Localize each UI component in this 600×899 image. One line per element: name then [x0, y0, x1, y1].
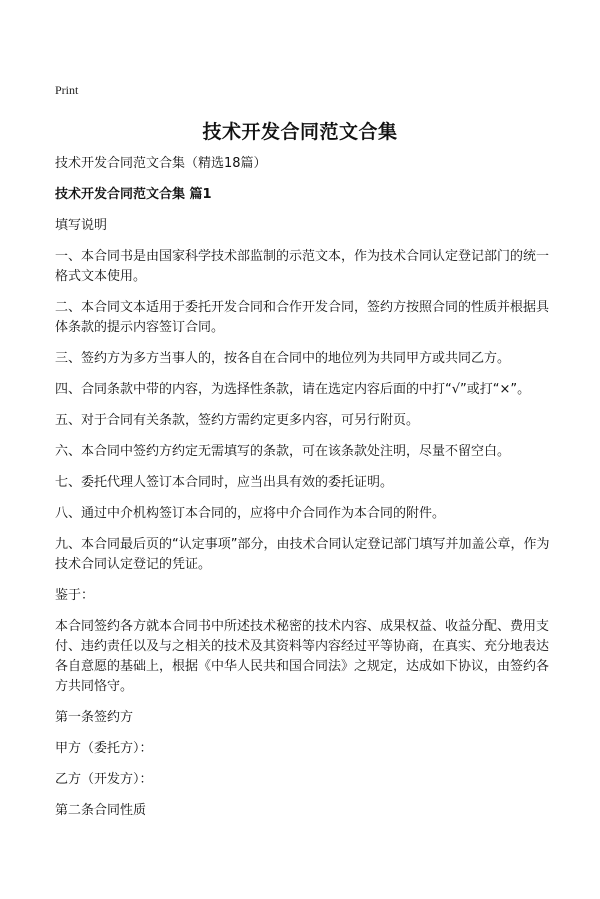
instruction-item-3: 三、签约方为多方当事人的，按各自在合同中的地位列为共同甲方或共同乙方。	[55, 351, 511, 366]
section-heading: 技术开发合同范文合集 篇1	[55, 187, 212, 202]
document-subtitle: 技术开发合同范文合集（精选18篇）	[55, 156, 267, 171]
party-b-line: 乙方（开发方）：	[55, 772, 153, 787]
whereas-paragraph: 本合同签约各方就本合同书中所述技术秘密的技术内容、成果权益、收益分配、费用支付、违约责任以及与之相关的技术及其资料等内容经过平等协商，在真实、充分地表达各自意愿的基础上，根据《中华人民共和国合同法》之规定，达成如下协议，由签约各方共同恪守。	[55, 619, 550, 694]
instruction-item-4: 四、合同条款中带的内容，为选择性条款，请在选定内容后面的中打“√”或打“×”。	[55, 382, 531, 397]
instructions-heading: 填写说明	[55, 218, 108, 233]
whereas-label: 鉴于：	[55, 588, 95, 603]
instruction-item-7: 七、委托代理人签订本合同时，应当出具有效的委托证明。	[55, 475, 394, 490]
document-body	[55, 154, 550, 832]
instruction-item-2: 二、本合同文本适用于委托开发合同和合作开发合同，签约方按照合同的性质并根据具体条款的提示内容签订合同。	[55, 300, 550, 335]
instruction-item-5: 五、对于合同有关条款，签约方需约定更多内容，可另行附页。	[55, 413, 420, 428]
instruction-item-1: 一、本合同书是由国家科学技术部监制的示范文本，作为技术合同认定登记部门的统一格式文本使用。	[55, 249, 550, 284]
instruction-item-9: 九、本合同最后页的“认定事项”部分，由技术合同认定登记部门填写并加盖公章，作为技术合同认定登记的凭证。	[55, 537, 550, 572]
instruction-item-8: 八、通过中介机构签订本合同的，应将中介合同作为本合同的附件。	[55, 506, 446, 521]
instruction-item-6: 六、本合同中签约方约定无需填写的条款，可在该条款处注明，尽量不留空白。	[55, 444, 511, 459]
document-title: 技术开发合同范文合集	[202, 121, 398, 143]
article-1-heading: 第一条签约方	[55, 710, 134, 725]
print-link[interactable]: Print	[55, 83, 79, 97]
party-a-line: 甲方（委托方）：	[55, 741, 153, 756]
article-2-heading: 第二条合同性质	[55, 803, 147, 818]
